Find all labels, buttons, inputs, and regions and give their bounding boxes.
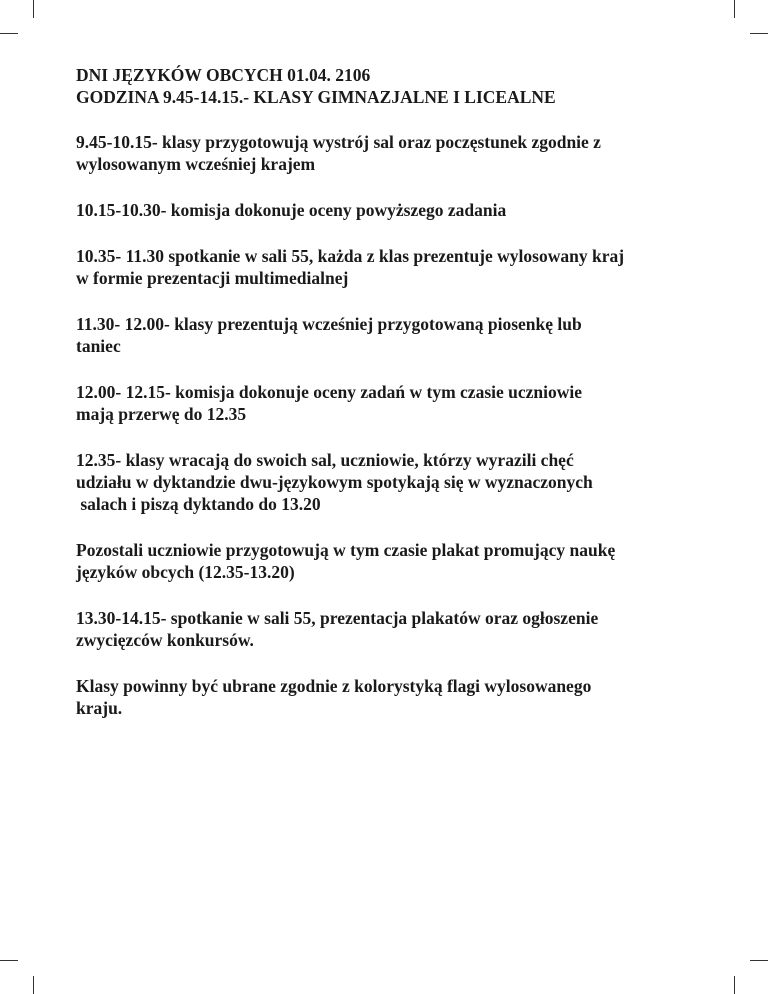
crop-mark (0, 960, 18, 961)
schedule-item (76, 199, 696, 221)
paragraph-line: 10.15-10.30- komisja dokonuje oceny powyższego zadania (76, 200, 507, 220)
schedule-item (76, 381, 696, 425)
schedule-item (76, 539, 696, 583)
paragraph-line: 12.35- klasy wracają do swoich sal, uczniowie, którzy wyrazili chęć (76, 450, 574, 470)
crop-mark (734, 0, 735, 18)
crop-mark (33, 976, 34, 994)
schedule-item (76, 245, 696, 289)
paragraph-line: taniec (76, 336, 121, 356)
closing-note (76, 675, 696, 719)
paragraph-line: salach i piszą dyktando do 13.20 (76, 494, 321, 514)
schedule-item (76, 131, 696, 175)
crop-mark (750, 33, 768, 34)
paragraph-line: w formie prezentacji multimedialnej (76, 268, 349, 288)
paragraph-line: udziału w dyktandzie dwu-językowym spotykają się w wyznaczonych (76, 472, 593, 492)
paragraph-line: zwycięzców konkursów. (76, 630, 254, 650)
schedule-item (76, 449, 696, 515)
paragraph-line: Pozostali uczniowie przygotowują w tym czasie plakat promujący naukę (76, 540, 616, 560)
title-line-1: DNI JĘZYKÓW OBCYCH 01.04. 2106 (76, 65, 371, 85)
paragraph-line: 11.30- 12.00- klasy prezentują wcześniej przygotowaną piosenkę lub (76, 314, 582, 334)
crop-mark (750, 960, 768, 961)
document-body (76, 64, 696, 719)
crop-mark (33, 0, 34, 18)
paragraph-line: 10.35- 11.30 spotkanie w sali 55, każda z klas prezentuje wylosowany kraj (76, 246, 625, 266)
schedule-item (76, 607, 696, 651)
crop-mark (0, 33, 18, 34)
schedule-item (76, 313, 696, 357)
paragraph-line: 12.00- 12.15- komisja dokonuje oceny zadań w tym czasie uczniowie (76, 382, 583, 402)
paragraph-line: 9.45-10.15- klasy przygotowują wystrój sal oraz poczęstunek zgodnie z (76, 132, 601, 152)
paragraph-line: wylosowanym wcześniej krajem (76, 154, 316, 174)
paragraph-line: kraju. (76, 698, 123, 718)
paragraph-line: języków obcych (12.35-13.20) (76, 562, 295, 582)
paragraph-line: Klasy powinny być ubrane zgodnie z kolorystyką flagi wylosowanego (76, 676, 592, 696)
paragraph-line: mają przerwę do 12.35 (76, 404, 247, 424)
crop-mark (734, 976, 735, 994)
title-line-2: GODZINA 9.45-14.15.- KLASY GIMNAZJALNE I LICEALNE (76, 87, 556, 107)
paragraph-line: 13.30-14.15- spotkanie w sali 55, prezentacja plakatów oraz ogłoszenie (76, 608, 599, 628)
